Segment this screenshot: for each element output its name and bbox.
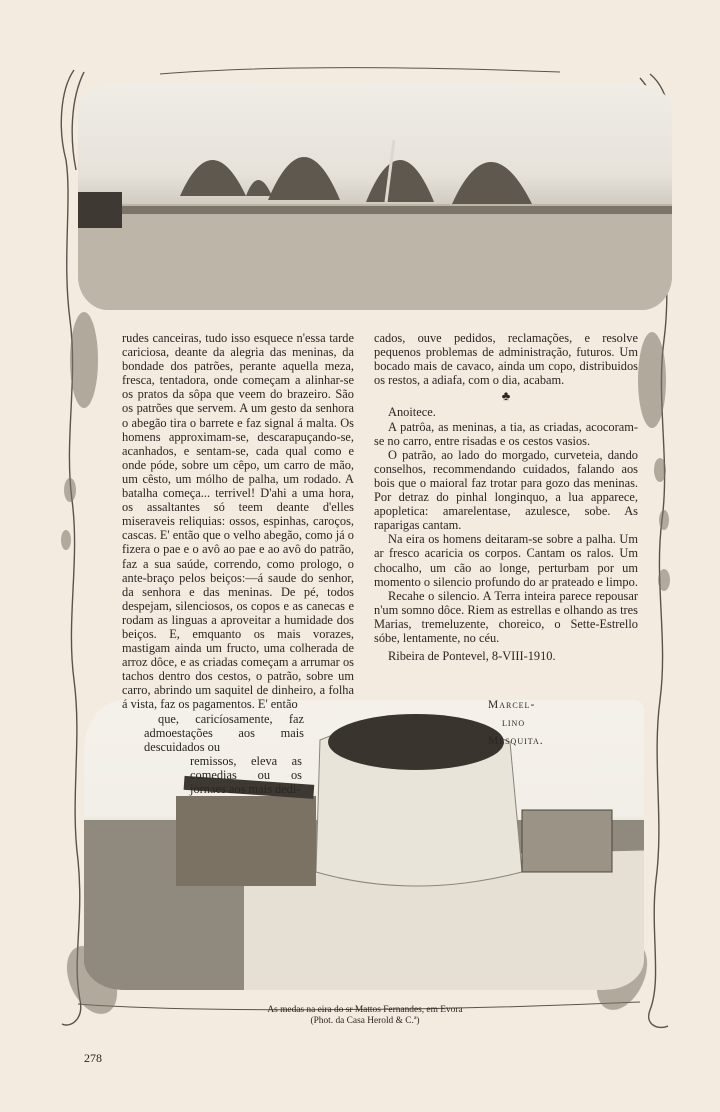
author-signature (488, 696, 568, 750)
paragraph: cados, ouve pedidos, reclamações, e resolve pequenos problemas de administração, futuros. Um bocado mais de cavaco, ainda um copo, distribuidos os restos, a adiafa, com o dia, acabam. (374, 331, 638, 388)
paragraph: A patrôa, as meninas, a tia, as criadas, acocoram-se no carro, entre risadas e os cestos vasios. (374, 419, 638, 448)
paragraph: rudes canceiras, tudo isso esquece n'essa tarde cariciosa, deante da alegria das meninas, da bondade dos patrões, perante aquella meza, fresca, tentadora, onde começam a alinhar-se os pratos da sôpa que veem do brazeiro. São os patrões que servem. A um gesto da senhora o abegão tira o barrete e faz signal á malta. Os homens approximam-se, descarapuçando-se, acanhados, e sentam-se, cada qual como e onde póde, sobre um cêpo, um carro de mão, um cêsto, um mólho de palha, um rodado. A batalha começa... terrivel! D'ahi a uma hora, os assaltantes só teem deante d'elles miseraveis reliquias: ossos, espinhas, caroços, cascas. E' então que o velho abegão, como já o fizera o pae e o avô ao pae e ao avô do patrão, faz a sua saúde, correndo, como prologo, o ante-braço pelos beiços:—á saude do senhor, da senhora e das meninas. De pé, todos despejam, silenciosos, os copos e as canecas e rodam as linguas a aproveitar a humidade dos beiços. E, emquanto os mais vorazes, mastigam ainda um fructo, uma colherada de arroz dôce, e as criadas começam a arrumar os tachos dentro dos cestos, o patrão, sobre um carro, abrindo um saquitel de dinheiro, a folha á vista, faz os pagamentos. E' então (122, 331, 354, 712)
caption-credit: (Phot. da Casa Herold & C.ª) (310, 1016, 420, 1026)
place-date: Ribeira de Pontevel, 8-VIII-1910. (388, 649, 556, 664)
club-ornament-icon: ♣ (501, 388, 511, 404)
text-column-right (374, 331, 638, 663)
paragraph: que, caricíosamente, faz admoestações aos mais descuidados ou (144, 711, 304, 754)
paragraph: remissos, eleva as comedias ou os jornaes aos mais dedi- (190, 753, 302, 796)
signature-line: Marcel- (488, 699, 536, 711)
paragraph: O patrão, ao lado do morgado, curveteia, dando conselhos, recommendando cuidados, falando aos bois que o maioral faz trotar para gozo das meninas. Por detraz do pinhal longinquo, a lua apparece, apopletica: amarelentase, azulesce, sobe. As raparigas cantam. (374, 447, 638, 533)
caption-line: As medas na eira do sr Mattos Fernandes, em Evora (267, 1005, 463, 1015)
signature-line: Mesquita. (488, 735, 544, 747)
paragraph: Anoitece. (388, 405, 436, 420)
paragraph: Recahe o silencio. A Terra inteira parece repousar n'um somno dôce. Riem as estrellas e olhando as tres Marias, tremeluzente, choreico, o Sette-Estrello sóbe, lentamente, no céu. (374, 588, 638, 645)
page-number: 278 (84, 1051, 102, 1065)
signature-line: lino (502, 717, 526, 729)
photo-caption (150, 1005, 580, 1027)
text-column-left (122, 331, 354, 796)
paragraph: Na eira os homens deitaram-se sobre a palha. Um ar fresco acaricia os corpos. Cantam os ralos. Um chocalho, um cão ao longe, perturbam por um momento o silencio profundo do ar prateado e limpo. (374, 532, 638, 589)
photo-haystacks (78, 84, 672, 310)
